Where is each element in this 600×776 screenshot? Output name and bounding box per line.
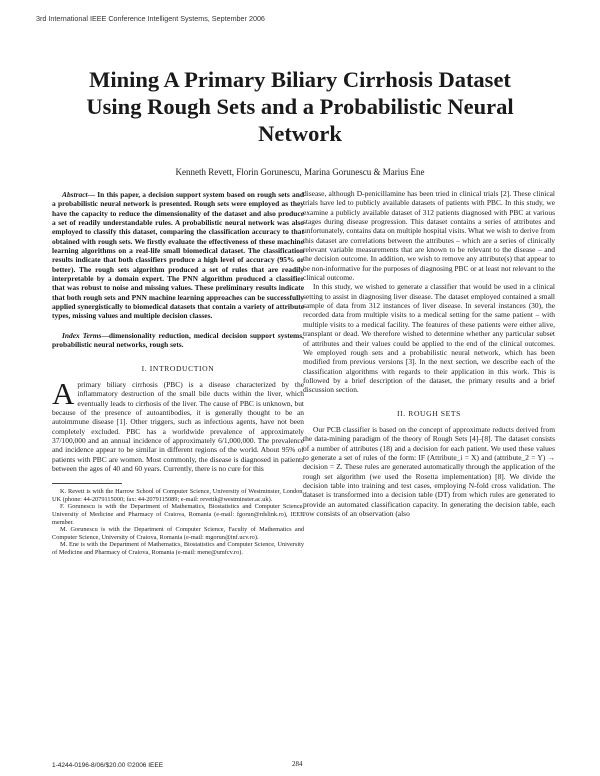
index-terms-lead: Index Terms [62,330,102,340]
title-line: Network [258,121,342,146]
footnote: K. Revett is with the Harrow School of Computer Science, University of Westminster, London, UK (phone: 44-2079115000; fax: 44-2079115089; e-mail: revettk@westminster.ac.uk). [52,488,304,503]
introduction-text: primary biliary cirrhosis (PBC) is a disease characterized by the inflammatory destruction of the small bile ducts within the liver, which eventually leads to cirrhosis of the liver. The cause of PBC is unknown, but because of the presence of autoantibodies, it is generally thought to be an autoimmune disease [1]. Other triggers, such as infectious agents, have not been completely excluded. PBC has a worldwide prevalence of approximately 37/100,000 and an annual incidence of approximately 6/1,000,000. The prevalence and incidence appear to be similar in different regions of the world. About 95% of patients with PBC are women. Most commonly, the disease is diagnosed in patients between the ages of 40 and 60 years. Currently, there is no cure for this [52,379,304,473]
body-paragraph: disease, although D-penicillamine has been tried in clinical trials [2]. These clinical trials have led to publicly available datasets of patients with PBC. In this study, we examine a publicly available dataset of 312 patients diagnosed with PBC at various stages during disease progression. This dataset contains a series of attributes and unfortunately, contains data on multiple hospital visits. What we wish to derive from this dataset are correlations between the attributes – which are a series of clinically relevant variable measurements that are known to be relevant to the disease – and the decision outcome. In addition, we wish to remove any attribute(s) that appear to be non-informative for the purposes of diagnosing PBC or at least not relevant to the clinical outcome. [303,189,555,283]
author-list: Kenneth Revett, Florin Gorunescu, Marina Gorunescu & Marius Ene [175,167,425,177]
footnote: M. Gorunescu is with the Department of Computer Science, Faculty of Mathematics and Computer Science, University of Craiova, Romania (e-mail: mgorun@inf.ucv.ro). [52,526,304,541]
body-paragraph: In this study, we wished to generate a classifier that would be used in a clinical setting to assist in diagnosing liver disease. The dataset employed contained a small sample of data from 312 instances of liver disease. In several instances (30), the recorded data from multiple visits to a medical setting for the same patient – with multiple visits to a medical facility. The features of these patients were either alive, transplant or dead. We therefore wished to determine whether any particular subset of attributes and their values could be applied to the end of the clinical outcomes. We employed rough sets and a probabilistic neural network, which has been modified from previous versions [3]. In the next section, we describe each of the classification algorithms with regards to their application in this work. This is followed by a brief description of the dataset, the primary results and a brief discussion section. [303,282,555,395]
footnote: F. Gorunescu is with the Department of Mathematics, Biostatistics and Computer Science, University of Medicine and Pharmacy of Craiova, Romania (e-mail: fgorun@rdslink.ro), IEEE member. [52,503,304,526]
section-heading-rough-sets: II. ROUGH SETS [397,408,461,418]
index-terms-text: —dimensionality reduction, medical decision support systems, probabilistic neural networks, rough sets. [52,330,304,350]
footnote-divider [52,483,122,484]
introduction-paragraph [52,375,304,473]
right-column [303,189,555,518]
section-heading-introduction: I. INTRODUCTION [141,363,215,373]
index-terms [52,331,304,350]
title-line: Using Rough Sets and a Probabilistic Neural [86,94,514,119]
drop-cap: A [52,375,75,411]
paper-title [40,66,560,147]
abstract [52,190,304,321]
title-line: Mining A Primary Biliary Cirrhosis Dataset [89,67,511,92]
abstract-lead: Abstract [62,190,88,199]
left-column [52,190,304,557]
running-head: 3rd International IEEE Conference Intelligent Systems, September 2006 [36,14,265,23]
isbn-footer: 1-4244-0196-8/06/$20.00 ©2006 IEEE [52,762,164,769]
body-paragraph: Our PCB classifier is based on the concept of approximate reducts derived from the data-mining paradigm of the theory of Rough Sets [4]–[8]. The dataset consists of a number of attributes (18) and a decision for each patient. We used these values to generate a set of rules of the form: IF (Attribute_i = X) and (attribute_2 = Y) → decision = Z. These rules are generated automatically through the application of the rough set algorithm (we used the Rosetta implementation) [8]. We divide the decision table into training and test cases, employing N-fold cross validation. The dataset is transformed into a decision table (DT) from which rules are generated to provide an automated classification capacity. In generating the decision table, each row consists of an observation (also [303,424,555,518]
abstract-text: — In this paper, a decision support system based on rough sets and a probabilistic neural network is presented. Rough sets were employed as they have the capacity to reduce the dimensionality of the dataset and also produce a set of readily understandable rules. A probabilistic neural network was also employed to classify this dataset, comparing the classification accuracy to that obtained with rough sets. We firstly evaluate the effectiveness of these machine learning algorithms on a real-life small biomedical dataset. The classification results indicate that both classifiers produce a high level of accuracy (95% or better). The rough sets algorithm produced a set of rules that are readily interpretable by a domain expert. The PNN algorithm produced a classifier that was robust to noise and missing values. These preliminary results indicate that both rough sets and PNN machine learning approaches can be successfully applied synergistically to biomedical datasets that contain a variety of attribute types, missing values and multiple decision classes. [52,190,304,321]
page-number: 284 [292,760,303,768]
footnote: M. Ene is with the Department of Mathematics, Biostatistics and Computer Science, University of Medicine and Pharmacy of Craiova, Romania (e-mail: mene@umfcv.ro). [52,541,304,557]
